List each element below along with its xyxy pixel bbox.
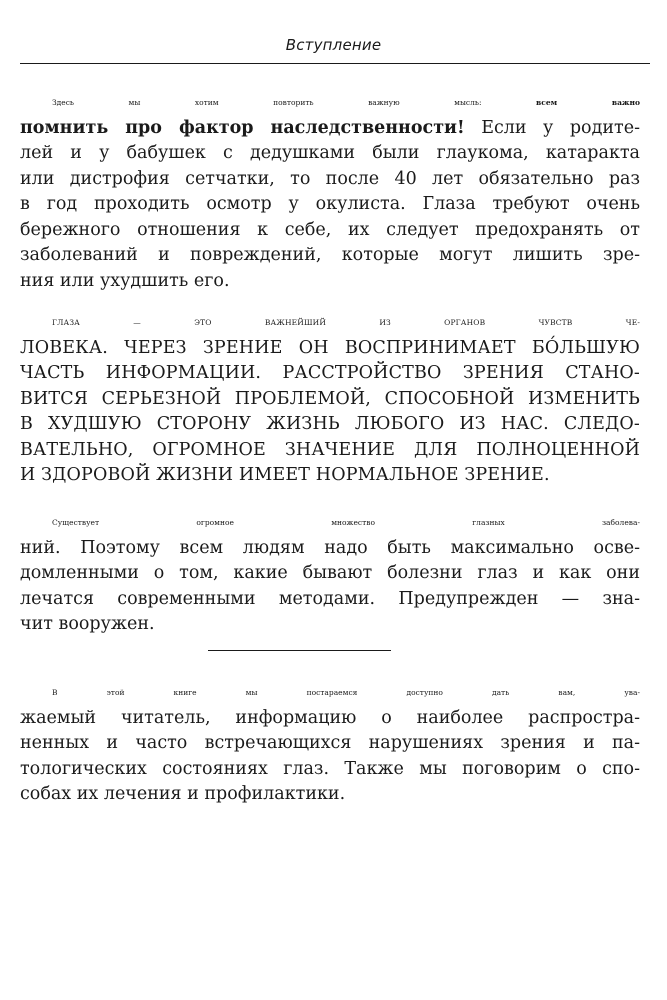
paragraph-line: лей и у бабушек с дедушками были глаукома, катаракта [20,143,640,163]
paragraph-line: домленными о том, какие бывают болезни глаз и как они [20,563,640,583]
paragraph-line: лечатся современными методами. Предупрежден — зна- [20,588,640,609]
paragraph-line: Здесь мы хотим повторить важную мысль: всем важно [52,98,640,107]
paragraph-line: ний. Поэтому всем людям надо быть максимально осве- [20,537,640,558]
paragraph-line: ЛОВЕКА. ЧЕРЕЗ ЗРЕНИЕ ОН ВОСПРИНИМАЕТ БО́ЛЬШУЮ [20,337,640,358]
paragraph-line: ВИТСЯ СЕРЬЕЗНОЙ ПРОБЛЕМОЙ, СПОСОБНОЙ ИЗМЕНИТЬ [20,388,640,409]
section-divider [208,650,391,651]
paragraph-line: заболеваний и повреждений, которые могут лишить зре- [20,245,640,265]
paragraph-line: И ЗДОРОВОЙ ЖИЗНИ ИМЕЕТ НОРМАЛЬНОЕ ЗРЕНИЕ. [20,465,550,485]
paragraph-line: собах их лечения и профилактики. [20,784,346,804]
paragraph-line: в год проходить осмотр у окулиста. Глаза требуют очень [20,194,640,214]
paragraph-line: бережного отношения к себе, их следует предохранять от [20,219,640,240]
paragraph-eyes-caps [20,310,640,489]
paragraph-line: ВАТЕЛЬНО, ОГРОМНОЕ ЗНАЧЕНИЕ ДЛЯ ПОЛНОЦЕННОЙ [20,439,640,460]
paragraph-line: В ХУДШУЮ СТОРОНУ ЖИЗНЬ ЛЮБОГО ИЗ НАС. СЛЕДО- [20,414,640,434]
paragraph-line: Существует огромное множество глазных заболева- [52,518,640,527]
paragraph-line: ЧАСТЬ ИНФОРМАЦИИ. РАССТРОЙСТВО ЗРЕНИЯ СТАНО- [20,363,640,383]
running-header: Вступление [285,36,382,54]
paragraph-heredity [20,90,640,294]
paragraph-line: В этой книге мы постараемся доступно дать вам, ува- [52,688,640,697]
paragraph-book-intro [20,680,640,808]
paragraph-line: ненных и часто встречающихся нарушениях зрения и па- [20,733,640,753]
paragraph-line: или дистрофия сетчатки, то после 40 лет обязательно раз [20,168,640,189]
header-rule [20,63,650,64]
paragraph-diseases [20,510,640,638]
paragraph-line: ния или ухудшить его. [20,270,230,291]
paragraph-line: ГЛАЗА — ЭТО ВАЖНЕЙШИЙ ИЗ ОРГАНОВ ЧУВСТВ ЧЕ- [52,318,640,327]
paragraph-line: жаемый читатель, информацию о наиболее распростра- [20,707,640,728]
paragraph-line: помнить про фактор наследственности! Если у родите- [20,117,640,138]
paragraph-line: тологических состояниях глаз. Также мы поговорим о спо- [20,758,640,779]
paragraph-line: чит вооружен. [20,614,155,634]
